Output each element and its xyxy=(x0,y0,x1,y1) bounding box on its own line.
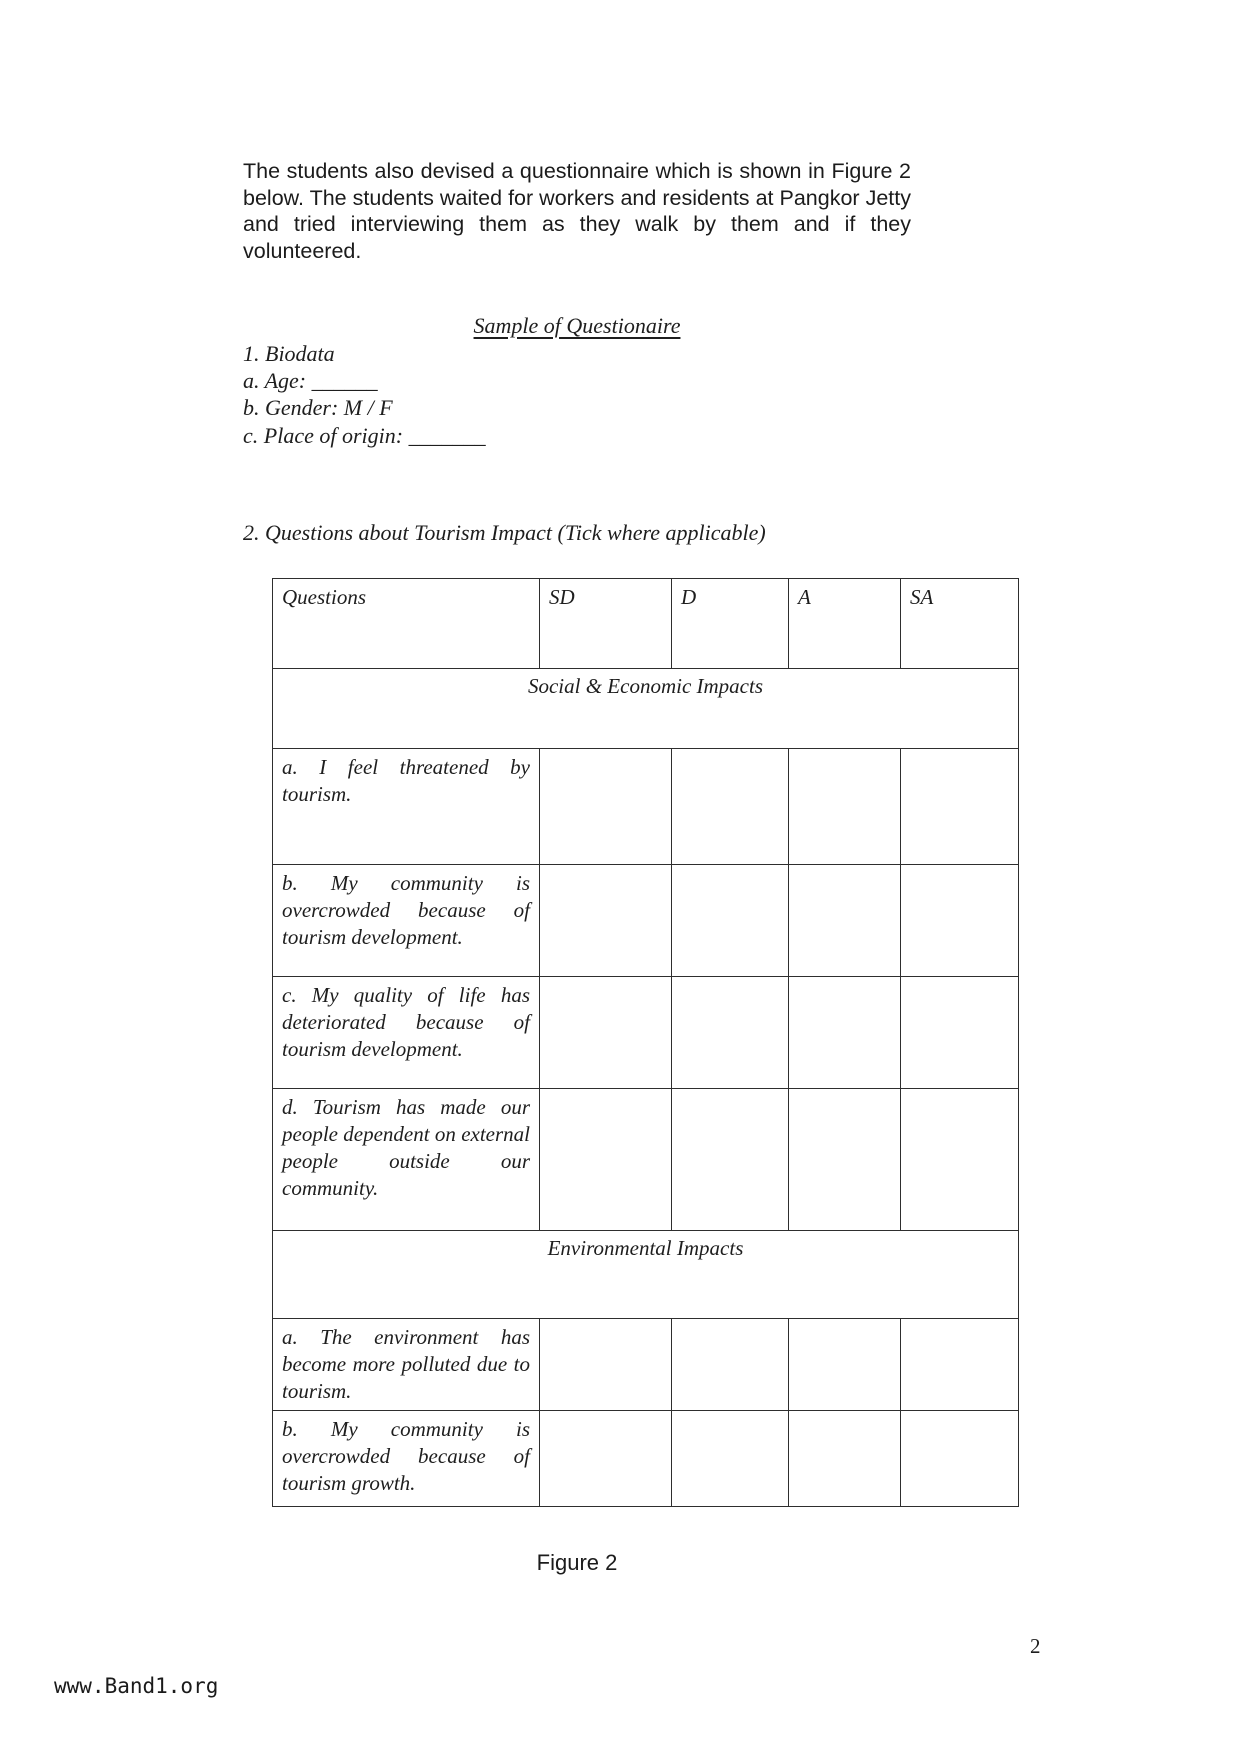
table-row xyxy=(273,1089,1019,1231)
table-row xyxy=(273,977,1019,1089)
biodata-origin-line: c. Place of origin: _______ xyxy=(243,422,486,448)
biodata-age-line: a. Age: ______ xyxy=(243,368,378,394)
question-cell: c. My quality of life has deteriorated because of tourism development. xyxy=(273,977,540,1089)
tick-cell xyxy=(540,1319,672,1411)
tick-cell xyxy=(672,1411,789,1507)
tick-cell xyxy=(540,749,672,865)
table-row xyxy=(273,1319,1019,1411)
table-row xyxy=(273,749,1019,865)
tick-cell xyxy=(672,865,789,977)
tick-cell xyxy=(789,1089,901,1231)
tick-cell xyxy=(789,977,901,1089)
tick-cell xyxy=(672,1319,789,1411)
question-cell: d. Tourism has made our people dependent on external people outside our community. xyxy=(273,1089,540,1231)
question-cell: b. My community is overcrowded because of tourism development. xyxy=(273,865,540,977)
biodata-heading: 1. Biodata xyxy=(243,341,335,366)
tourism-impact-heading: 2. Questions about Tourism Impact (Tick where applicable) xyxy=(243,520,766,545)
questionnaire-table xyxy=(272,578,1019,1507)
tick-cell xyxy=(901,977,1019,1089)
tick-cell xyxy=(672,749,789,865)
question-cell: b. My community is overcrowded because of tourism growth. xyxy=(273,1411,540,1507)
tick-cell xyxy=(540,1411,672,1507)
col-header-a: A xyxy=(789,579,901,669)
table-header-row xyxy=(273,579,1019,669)
table-row xyxy=(273,865,1019,977)
col-header-questions: Questions xyxy=(273,579,540,669)
col-header-d: D xyxy=(672,579,789,669)
tick-cell xyxy=(672,977,789,1089)
figure-caption: Figure 2 xyxy=(536,1550,618,1575)
tick-cell xyxy=(789,865,901,977)
footer-url: www.Band1.org xyxy=(54,1674,219,1698)
biodata-section xyxy=(243,340,486,449)
tick-cell xyxy=(540,977,672,1089)
section-row-social-economic xyxy=(273,669,1019,749)
tick-cell xyxy=(901,749,1019,865)
tick-cell xyxy=(789,1411,901,1507)
questionnaire-title-line xyxy=(243,313,911,339)
page-number: 2 xyxy=(1030,1634,1041,1658)
tick-cell xyxy=(540,865,672,977)
tick-cell xyxy=(901,1319,1019,1411)
section-title-environmental: Environmental Impacts xyxy=(273,1231,1019,1319)
question-cell: a. The environment has become more polluted due to tourism. xyxy=(273,1319,540,1411)
tick-cell xyxy=(789,749,901,865)
tick-cell xyxy=(789,1319,901,1411)
questionnaire-title: Sample of Questionaire xyxy=(473,313,681,338)
intro-paragraph: The students also devised a questionnaire which is shown in Figure 2 below. The students waited for workers and residents at Pangkor Jetty and tried interviewing them as they walk by them and if they volunteered. xyxy=(243,159,911,263)
col-header-sd: SD xyxy=(540,579,672,669)
col-header-sa: SA xyxy=(901,579,1019,669)
table-row xyxy=(273,1411,1019,1507)
tick-cell xyxy=(901,865,1019,977)
tick-cell xyxy=(672,1089,789,1231)
question-cell: a. I feel threatened by tourism. xyxy=(273,749,540,865)
section-row-environmental xyxy=(273,1231,1019,1319)
section-title-social-economic: Social & Economic Impacts xyxy=(273,669,1019,749)
tick-cell xyxy=(540,1089,672,1231)
tick-cell xyxy=(901,1089,1019,1231)
tick-cell xyxy=(901,1411,1019,1507)
biodata-gender-line: b. Gender: M / F xyxy=(243,395,393,421)
